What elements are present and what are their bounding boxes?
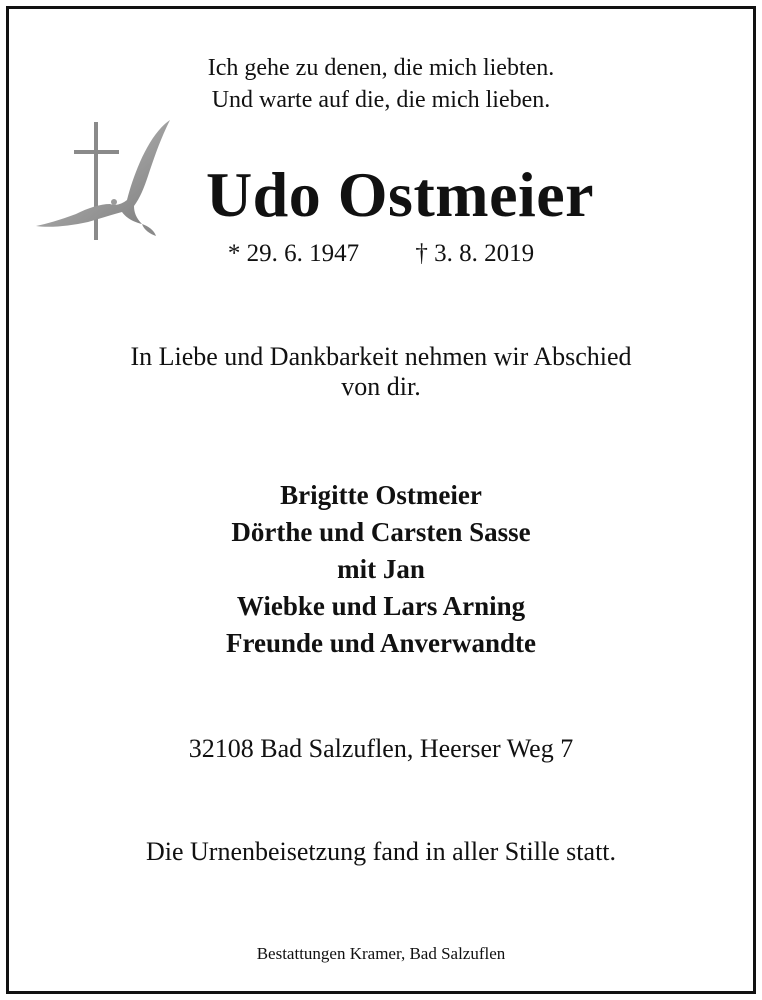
deceased-name: Udo Ostmeier	[205, 159, 595, 230]
death-date: † 3. 8. 2019	[415, 240, 535, 267]
burial-note: Die Urnenbeisetzung fand in aller Stille statt.	[145, 837, 617, 866]
farewell-line-2: von dir.	[341, 372, 421, 401]
family-member: Dörthe und Carsten Sasse	[231, 517, 531, 547]
family-member: Wiebke und Lars Arning	[236, 591, 526, 621]
family-member: mit Jan	[337, 554, 425, 584]
address: 32108 Bad Salzuflen, Heerser Weg 7	[188, 734, 574, 763]
family-list	[0, 477, 762, 662]
farewell-text	[0, 342, 762, 402]
motto-line-1: Ich gehe zu denen, die mich liebten.	[207, 55, 555, 81]
motto	[0, 52, 762, 116]
family-member: Freunde und Anverwandte	[225, 628, 537, 658]
birth-date: * 29. 6. 1947	[227, 240, 360, 267]
motto-line-2: Und warte auf die, die mich lieben.	[211, 87, 551, 113]
life-dates	[0, 238, 762, 270]
family-member: Brigitte Ostmeier	[280, 480, 482, 510]
farewell-line-1: In Liebe und Dankbarkeit nehmen wir Abschied	[130, 342, 632, 371]
undertaker: Bestattungen Kramer, Bad Salzuflen	[256, 944, 506, 963]
